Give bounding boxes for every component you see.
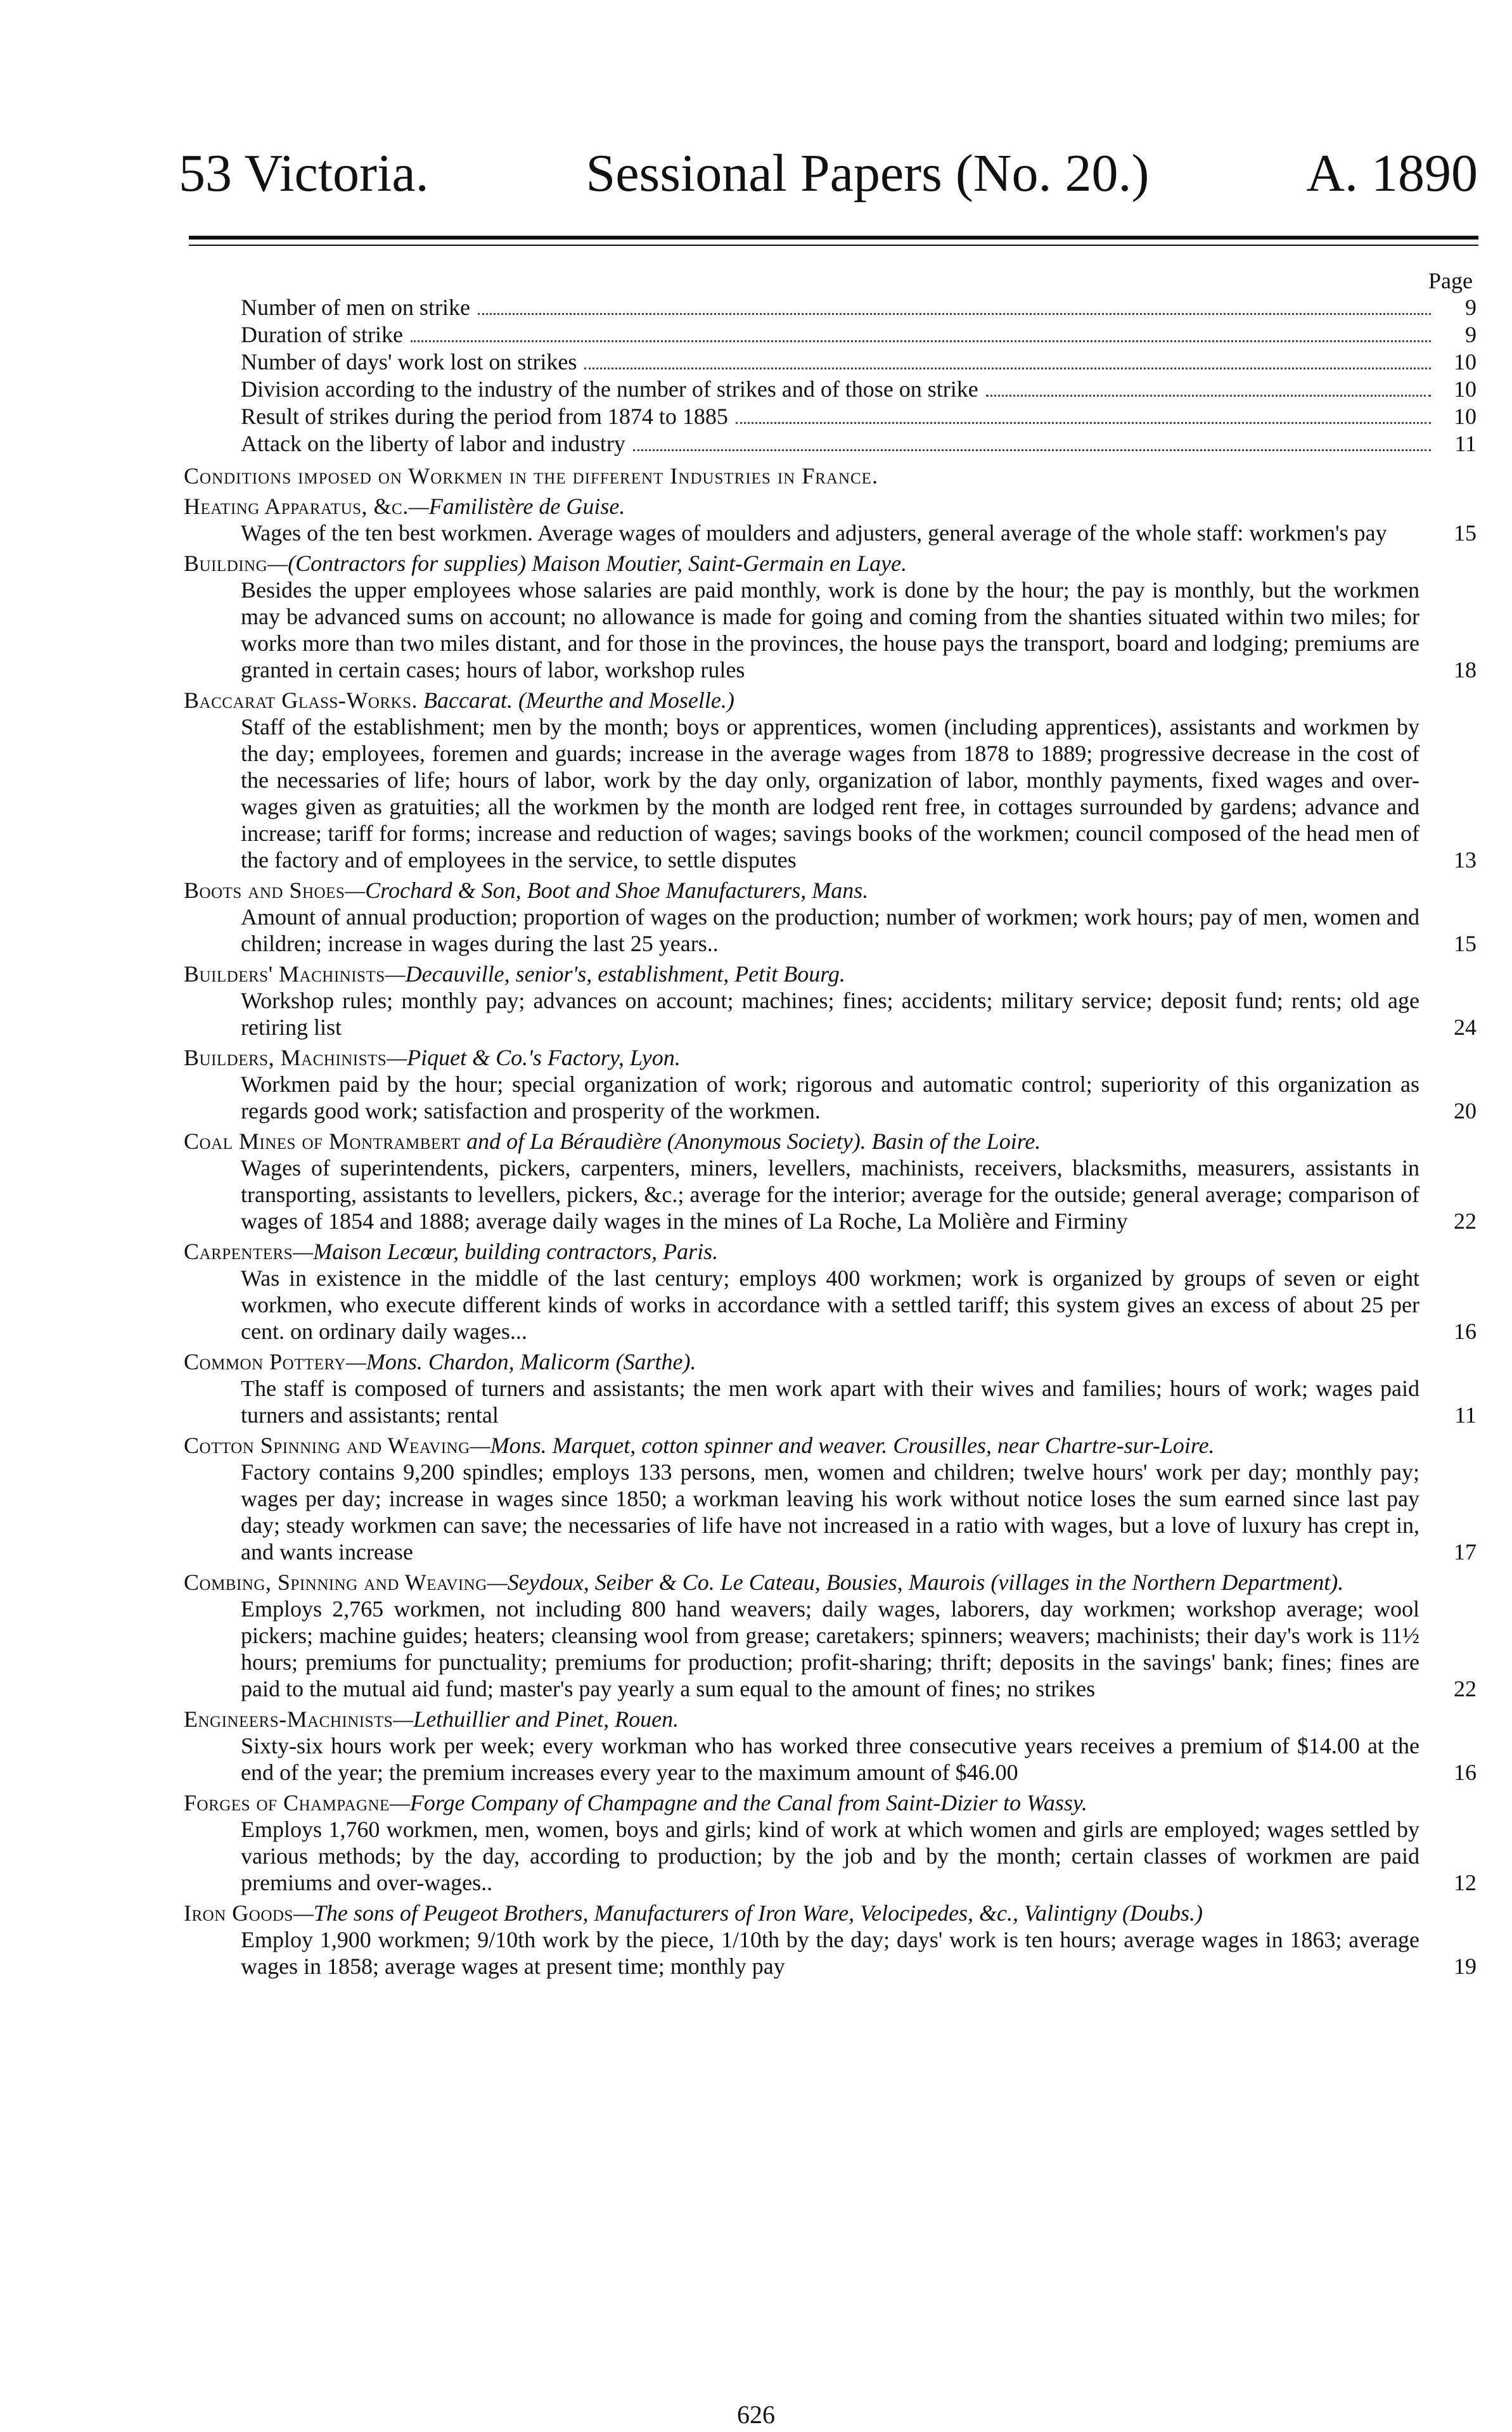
entry-firm: —Familistère de Guise. bbox=[408, 494, 625, 519]
page-column-label: Page bbox=[1428, 268, 1473, 293]
intro-item-page: 9 bbox=[1465, 322, 1477, 347]
entry-firm: —Maison Lecœur, building contractors, Paris. bbox=[293, 1239, 719, 1264]
intro-item bbox=[184, 321, 1477, 349]
contents-entry bbox=[184, 1044, 1477, 1124]
intro-item bbox=[184, 294, 1477, 321]
entry-firm: —Lethuillier and Pinet, Rouen. bbox=[393, 1706, 679, 1732]
entry-page: 22 bbox=[1454, 1208, 1477, 1234]
entry-topic: Carpenters bbox=[184, 1239, 293, 1264]
entry-topic: Boots and Shoes bbox=[184, 878, 345, 903]
contents-entry bbox=[184, 1706, 1477, 1786]
entry-description: The staff is composed of turners and assistants; the men work apart with their wives and families; hours of work; wages paid turners and assistants; rental bbox=[241, 1376, 1419, 1428]
entry-page: 18 bbox=[1454, 657, 1477, 682]
entry-description: Factory contains 9,200 spindles; employs 133 persons, men, women and children; twelve hours' work per day; monthly pay; wages per day; increase in wages since 1850; a workman leaving his work without notice loses the sum earned since last pay day; steady workmen can save; the necessaries of life have not increased in a ratio with wages, but a love of luxury has crept in, and wants increase bbox=[241, 1459, 1419, 1565]
entry-firm: —Seydoux, Seiber & Co. Le Cateau, Bousies, Maurois (villages in the Northern Department). bbox=[487, 1570, 1344, 1595]
entry-firm: and of La Béraudière (Anonymous Society). Basin of the Loire. bbox=[461, 1129, 1041, 1154]
contents-entry bbox=[184, 1348, 1477, 1428]
entry-page: 16 bbox=[1454, 1760, 1477, 1785]
entry-firm: —Mons. Chardon, Malicorm (Sarthe). bbox=[345, 1349, 696, 1374]
contents-entry bbox=[184, 1432, 1477, 1565]
entry-description: Workshop rules; monthly pay; advances on account; machines; fines; accidents; military service; deposit fund; rents; old age retiring list bbox=[241, 988, 1419, 1040]
entry-description: Workmen paid by the hour; special organization of work; rigorous and automatic control; superiority of this organization as regards good work; satisfaction and prosperity of the workmen. bbox=[241, 1072, 1419, 1123]
section-heading: Conditions imposed on Workmen in the different Industries in France. bbox=[184, 463, 878, 489]
entry-description: Staff of the establishment; men by the month; boys or apprentices, women (including apprentices), assistants and workmen by the day; employees, foremen and guards; increase in the average wages from 1878 to 1889; progressive decrease in the cost of the necessaries of life; hours of labor, work by the day only, organization of labor, monthly payments, fixed wages and over-wages given as gratuities; all the workmen by the month are lodged rent free, in cottages surrounded by gardens; advance and increase; tariff for forms; increase and reduction of wages; savings books of the workmen; council composed of the head men of the factory and of employees in the service, to settle disputes bbox=[241, 714, 1419, 873]
intro-item-text: Result of strikes during the period from 1874 to 1885 bbox=[241, 404, 728, 429]
entry-page: 12 bbox=[1454, 1870, 1477, 1895]
entry-topic: Building bbox=[184, 551, 268, 576]
entry-topic: Engineers-Machinists bbox=[184, 1706, 394, 1732]
entry-firm: —The sons of Peugeot Brothers, Manufacturers of Iron Ware, Velocipedes, &c., Valintigny (Doubs.) bbox=[293, 1900, 1203, 1926]
contents-entry bbox=[184, 550, 1477, 683]
entry-description: Wages of superintendents, pickers, carpenters, miners, levellers, machinists, receivers, blacksmiths, measurers, assistants in transporting, assistants to levellers, pickers, &c.; average for the interior; average for the outside; general average; comparison of wages of 1854 and 1888; average daily wages in the mines of La Roche, La Molière and Firminy bbox=[241, 1155, 1419, 1234]
entry-description: Besides the upper employees whose salaries are paid monthly, work is done by the hour; the pay is monthly, but the workmen may be advanced sums on account; no allowance is made for going and coming from the shanties situated within two miles; for works more than two miles distant, and for those in the provinces, the house pays the transport, board and lodging; premiums are granted in certain cases; hours of labor, workshop rules bbox=[241, 577, 1419, 682]
leader-dots bbox=[633, 449, 1431, 451]
entry-description: Wages of the ten best workmen. Average wages of moulders and adjusters, general average of the whole staff: workmen's pay bbox=[241, 520, 1387, 546]
leader-dots bbox=[986, 395, 1431, 397]
intro-item bbox=[184, 430, 1477, 458]
leader-dots bbox=[736, 422, 1431, 424]
intro-item-text: Number of men on strike bbox=[241, 295, 470, 320]
contents-entry bbox=[184, 1569, 1477, 1702]
entry-topic: Combing, Spinning and Weaving bbox=[184, 1570, 487, 1595]
leader-dots bbox=[411, 340, 1431, 342]
entry-topic: Common Pottery bbox=[184, 1349, 346, 1374]
entry-topic: Cotton Spinning and Weaving bbox=[184, 1433, 470, 1458]
contents-entry bbox=[184, 961, 1477, 1040]
entry-page: 15 bbox=[1454, 931, 1477, 956]
entry-topic: Coal Mines of Montrambert bbox=[184, 1129, 461, 1154]
intro-item-text: Attack on the liberty of labor and industry bbox=[241, 431, 625, 456]
running-header bbox=[179, 144, 1478, 203]
entry-topic: Heating Apparatus, &c. bbox=[184, 494, 409, 519]
entry-list bbox=[184, 493, 1477, 1980]
leader-dots bbox=[584, 368, 1431, 369]
entry-page: 22 bbox=[1454, 1676, 1477, 1701]
entry-firm: —Piquet & Co.'s Factory, Lyon. bbox=[387, 1045, 681, 1070]
header-title: Sessional Papers (No. 20.) bbox=[586, 144, 1150, 203]
contents-body bbox=[184, 267, 1477, 1980]
intro-item bbox=[184, 403, 1477, 430]
entry-description: Sixty-six hours work per week; every workman who has worked three consecutive years receives a premium of $14.00 at the end of the year; the premium increases every year to the maximum amount of $46.00 bbox=[241, 1733, 1419, 1785]
entry-topic: Builders' Machinists bbox=[184, 961, 385, 987]
contents-entry bbox=[184, 877, 1477, 957]
intro-item-page: 9 bbox=[1465, 295, 1477, 320]
contents-entry bbox=[184, 1789, 1477, 1896]
entry-firm: —(Contractors for supplies) Maison Moutier, Saint-Germain en Laye. bbox=[267, 551, 907, 576]
entry-page: 24 bbox=[1454, 1014, 1477, 1040]
contents-entry bbox=[184, 493, 1477, 546]
entry-topic: Iron Goods bbox=[184, 1900, 293, 1926]
entry-topic: Builders, Machinists bbox=[184, 1045, 387, 1070]
header-year: A. 1890 bbox=[1306, 144, 1478, 203]
entry-firm: Baccarat. (Meurthe and Moselle.) bbox=[417, 688, 734, 713]
entry-firm: —Crochard & Son, Boot and Shoe Manufacturers, Mans. bbox=[345, 878, 869, 903]
contents-entry bbox=[184, 687, 1477, 873]
entry-page: 20 bbox=[1454, 1098, 1477, 1123]
entry-description: Amount of annual production; proportion of wages on the production; number of workmen; work hours; pay of men, women and children; increase in wages during the last 25 years.. bbox=[241, 904, 1419, 956]
entry-firm: —Mons. Marquet, cotton spinner and weaver. Crousilles, near Chartre-sur-Loire. bbox=[470, 1433, 1215, 1458]
page-number: 626 bbox=[737, 2400, 775, 2429]
entry-page: 16 bbox=[1454, 1319, 1477, 1344]
intro-item-page: 11 bbox=[1454, 431, 1477, 456]
entry-topic: Forges of Champagne bbox=[184, 1790, 390, 1815]
intro-item-text: Division according to the industry of the number of strikes and of those on strike bbox=[241, 376, 978, 402]
contents-entry bbox=[184, 1238, 1477, 1345]
contents-entry bbox=[184, 1128, 1477, 1234]
entry-page: 19 bbox=[1454, 1954, 1477, 1979]
entry-firm: —Forge Company of Champagne and the Canal from Saint-Dizier to Wassy. bbox=[389, 1790, 1087, 1815]
header-rule-thick bbox=[189, 236, 1478, 240]
entry-description: Employs 2,765 workmen, not including 800 hand weavers; daily wages, laborers, day workmen; workshop average; wool pickers; machine guides; heaters; cleansing wool from grease; caretakers; spinners; weavers; machinists; their day's work is 11½ hours; premiums for punctuality; premiums for production; profit-sharing; thrift; deposits in the savings' bank; fines; fines are paid to the mutual aid fund; master's pay yearly a sum equal to the amount of fines; no strikes bbox=[241, 1596, 1419, 1701]
intro-item-page: 10 bbox=[1454, 376, 1477, 402]
intro-item-text: Duration of strike bbox=[241, 322, 403, 347]
header-rule-thin bbox=[189, 245, 1478, 246]
entry-page: 11 bbox=[1454, 1402, 1477, 1428]
leader-dots bbox=[478, 313, 1431, 315]
entry-page: 13 bbox=[1454, 847, 1477, 873]
intro-item-page: 10 bbox=[1454, 349, 1477, 374]
contents-entry bbox=[184, 1900, 1477, 1980]
intro-item bbox=[184, 349, 1477, 376]
intro-item bbox=[184, 376, 1477, 403]
intro-item-text: Number of days' work lost on strikes bbox=[241, 349, 577, 374]
header-session: 53 Victoria. bbox=[179, 144, 429, 203]
entry-topic: Baccarat Glass-Works. bbox=[184, 688, 418, 713]
entry-description: Employs 1,760 workmen, men, women, boys and girls; kind of work at which women and girls are employed; wages settled by various methods; by the day, according to production; by the job and by the month; certain classes of workmen are paid premiums and over-wages.. bbox=[241, 1817, 1419, 1895]
intro-item-page: 10 bbox=[1454, 404, 1477, 429]
entry-page: 17 bbox=[1454, 1539, 1477, 1565]
entry-firm: —Decauville, senior's, establishment, Petit Bourg. bbox=[385, 961, 845, 987]
entry-description: Employ 1,900 workmen; 9/10th work by the piece, 1/10th by the day; days' work is ten hours; average wages in 1863; average wages in 1858; average wages at present time; monthly pay bbox=[241, 1927, 1419, 1979]
entry-page: 15 bbox=[1454, 520, 1477, 546]
intro-list bbox=[184, 294, 1477, 458]
entry-description: Was in existence in the middle of the last century; employs 400 workmen; work is organized by groups of seven or eight workmen, who execute different kinds of works in accordance with a settled tariff; this system gives an excess of about 25 per cent. on ordinary daily wages... bbox=[241, 1265, 1419, 1344]
